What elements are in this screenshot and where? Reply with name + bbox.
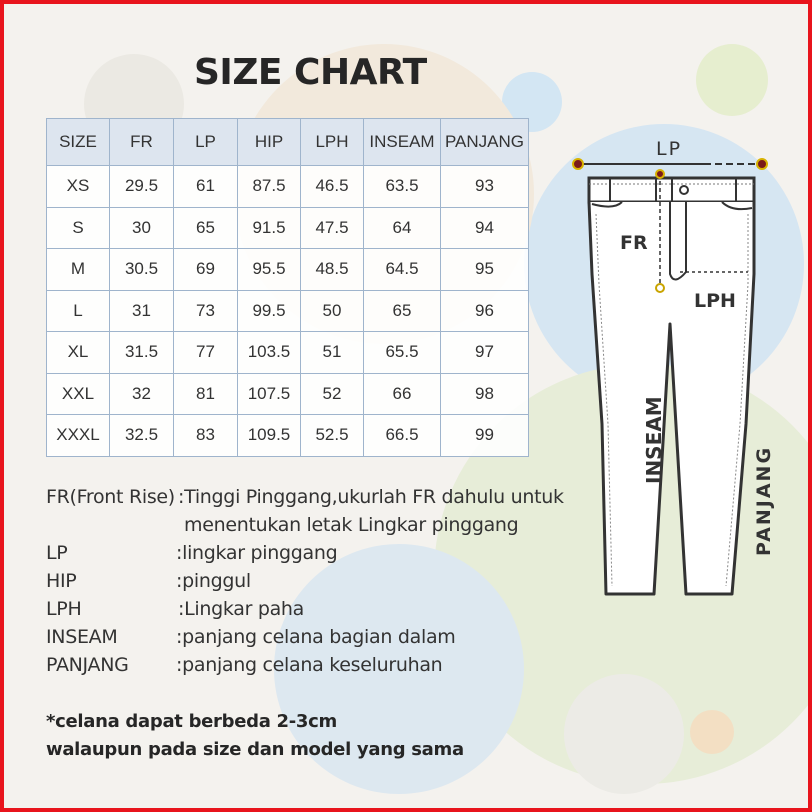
cell-fr: 31.5 [110,332,174,374]
cell-lph: 46.5 [301,166,364,208]
cell-inseam: 66.5 [364,415,441,457]
cell-inseam: 64.5 [364,249,441,291]
cell-lp: 61 [174,166,238,208]
cell-hip: 91.5 [238,207,301,249]
legend-term-lp: LP [46,542,68,564]
cell-fr: 31 [110,290,174,332]
cell-size: XL [47,332,110,374]
lp-label: LP [656,138,683,160]
header-lph: LPH [301,119,364,166]
cell-fr: 32.5 [110,415,174,457]
cell-hip: 103.5 [238,332,301,374]
cell-lp: 73 [174,290,238,332]
cell-size: XS [47,166,110,208]
cell-size: L [47,290,110,332]
fr-endpoint-top [656,170,664,178]
note-line-1: *celana dapat berbeda 2-3cm [46,711,337,732]
bg-bubble-orange-bottom [690,710,734,754]
cell-lp: 65 [174,207,238,249]
header-panjang: PANJANG [441,119,529,166]
cell-lph: 48.5 [301,249,364,291]
header-hip: HIP [238,119,301,166]
table-row [47,207,529,249]
cell-panjang: 93 [441,166,529,208]
header-fr: FR [110,119,174,166]
cell-inseam: 64 [364,207,441,249]
cell-fr: 30 [110,207,174,249]
legend-term-hip: HIP [46,570,77,592]
legend-desc-hip: :pinggul [176,570,251,592]
table-row [47,332,529,374]
bg-bubble-green-top [696,44,768,116]
header-inseam: INSEAM [364,119,441,166]
header-lp: LP [174,119,238,166]
legend-desc-fr-cont: menentukan letak Lingkar pinggang [184,514,519,536]
cell-inseam: 66 [364,373,441,415]
page-title: SIZE CHART [194,52,427,93]
cell-panjang: 97 [441,332,529,374]
inseam-label: INSEAM [642,396,666,484]
cell-size: S [47,207,110,249]
fr-label: FR [620,232,648,254]
table-header-row [47,119,529,166]
lph-label: LPH [694,290,736,312]
fr-endpoint-bottom [656,284,664,292]
cell-hip: 99.5 [238,290,301,332]
cell-lp: 83 [174,415,238,457]
size-table [46,118,529,457]
header-size: SIZE [47,119,110,166]
table-row [47,373,529,415]
legend-term-panjang: PANJANG [46,654,129,676]
cell-lph: 50 [301,290,364,332]
legend-desc-panjang: :panjang celana keseluruhan [176,654,443,676]
note-line-2: walaupun pada size dan model yang sama [46,739,464,760]
cell-inseam: 65 [364,290,441,332]
cell-panjang: 95 [441,249,529,291]
cell-panjang: 94 [441,207,529,249]
cell-lph: 52.5 [301,415,364,457]
table-row [47,166,529,208]
lp-endpoint-left [573,159,583,169]
cell-fr: 32 [110,373,174,415]
cell-hip: 95.5 [238,249,301,291]
table-row [47,249,529,291]
cell-lp: 69 [174,249,238,291]
pants-outline [589,202,754,594]
panjang-label: PANJANG [753,445,775,556]
cell-lph: 51 [301,332,364,374]
legend-term-inseam: INSEAM [46,626,118,648]
pants-diagram [564,124,784,604]
legend-desc-inseam: :panjang celana bagian dalam [176,626,456,648]
legend-term-fr: FR(Front Rise) [46,486,175,508]
cell-inseam: 65.5 [364,332,441,374]
cell-lp: 77 [174,332,238,374]
cell-fr: 30.5 [110,249,174,291]
bg-bubble-grey-bottom [564,674,684,794]
cell-hip: 109.5 [238,415,301,457]
legend-term-lph: LPH [46,598,82,620]
cell-panjang: 98 [441,373,529,415]
cell-lph: 52 [301,373,364,415]
cell-hip: 107.5 [238,373,301,415]
cell-size: XXXL [47,415,110,457]
legend-desc-lp: :lingkar pinggang [176,542,338,564]
table-row [47,290,529,332]
cell-fr: 29.5 [110,166,174,208]
cell-panjang: 99 [441,415,529,457]
table-row [47,415,529,457]
cell-inseam: 63.5 [364,166,441,208]
cell-lp: 81 [174,373,238,415]
legend-desc-lph: :Lingkar paha [178,598,305,620]
cell-hip: 87.5 [238,166,301,208]
cell-lph: 47.5 [301,207,364,249]
cell-size: XXL [47,373,110,415]
legend-desc-fr: :Tinggi Pinggang,ukurlah FR dahulu untuk [178,486,564,508]
lp-endpoint-right [757,159,767,169]
cell-size: M [47,249,110,291]
cell-panjang: 96 [441,290,529,332]
